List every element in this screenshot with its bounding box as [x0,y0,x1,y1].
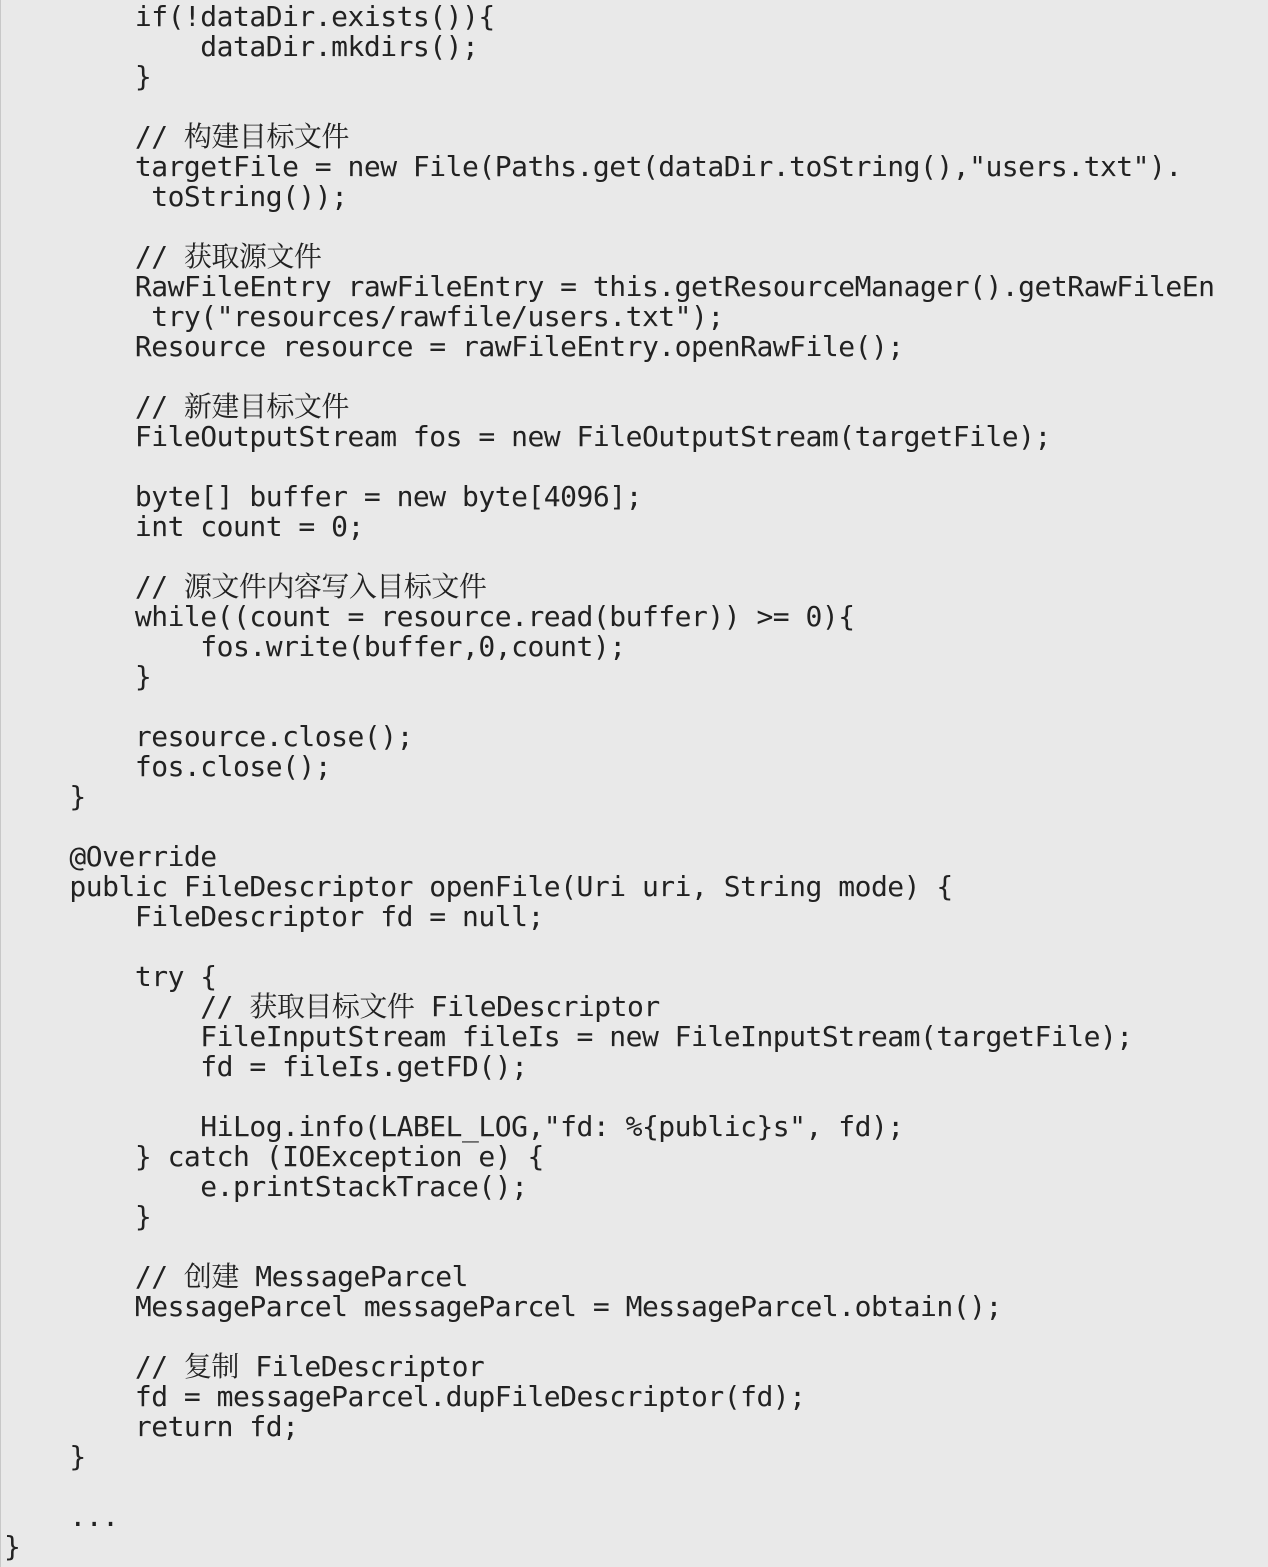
code-line: fos.write(buffer,0,count); [4,630,626,663]
code-line: } catch (IOException e) { [4,1140,544,1173]
code-line: // 新建目标文件 [4,390,349,423]
code-lines [1,2,1214,1562]
code-line: HiLog.info(LABEL_LOG,"fd: %{public}s", fd); [4,1110,904,1143]
code-line: @Override [4,840,217,873]
code-line [1,1322,1214,1352]
code-line: while((count = resource.read(buffer)) >= 0){ [4,600,855,633]
code-line: RawFileEntry rawFileEntry = this.getResourceManager().getRawFileEn [4,270,1215,303]
code-line [1,692,1214,722]
code-line: } [4,1200,152,1233]
code-line [1,212,1214,242]
code-line: if(!dataDir.exists()){ [4,0,495,33]
code-line: fd = fileIs.getFD(); [4,1050,528,1083]
code-line: } [4,660,152,693]
code-line: // 获取源文件 [4,240,322,273]
code-line: try("resources/rawfile/users.txt"); [4,300,724,333]
code-line: toString()); [4,180,348,213]
code-line: // 获取目标文件 FileDescriptor [4,990,660,1023]
code-line [1,92,1214,122]
code-line [1,542,1214,572]
code-line: // 源文件内容写入目标文件 [4,570,487,603]
code-line [1,812,1214,842]
code-line: FileDescriptor fd = null; [4,900,544,933]
code-line: int count = 0; [4,510,364,543]
code-line [1,1472,1214,1502]
code-line [1,1082,1214,1112]
code-line: public FileDescriptor openFile(Uri uri, String mode) { [4,870,953,903]
code-line: } [4,780,86,813]
code-line: FileInputStream fileIs = new FileInputStream(targetFile); [4,1020,1133,1053]
code-line: // 创建 MessageParcel [4,1260,468,1293]
code-line: targetFile = new File(Paths.get(dataDir.toString(),"users.txt"). [4,150,1182,183]
code-line: ... [4,1500,119,1533]
code-line: } [4,1530,21,1563]
code-line: return fd; [4,1410,299,1443]
code-line: // 复制 FileDescriptor [4,1350,485,1383]
code-line [1,452,1214,482]
code-line: dataDir.mkdirs(); [4,30,479,63]
code-line: Resource resource = rawFileEntry.openRawFile(); [4,330,904,363]
code-line: byte[] buffer = new byte[4096]; [4,480,642,513]
code-line: resource.close(); [4,720,413,753]
code-line: try { [4,960,217,993]
code-line [1,932,1214,962]
code-line [1,1232,1214,1262]
code-line: } [4,60,152,93]
code-line: MessageParcel messageParcel = MessageParcel.obtain(); [4,1290,1002,1323]
code-line: e.printStackTrace(); [4,1170,528,1203]
code-line: } [4,1440,86,1473]
code-line: fd = messageParcel.dupFileDescriptor(fd); [4,1380,806,1413]
code-line: FileOutputStream fos = new FileOutputStream(targetFile); [4,420,1051,453]
code-line: // 构建目标文件 [4,120,349,153]
code-line [1,362,1214,392]
code-line: fos.close(); [4,750,332,783]
